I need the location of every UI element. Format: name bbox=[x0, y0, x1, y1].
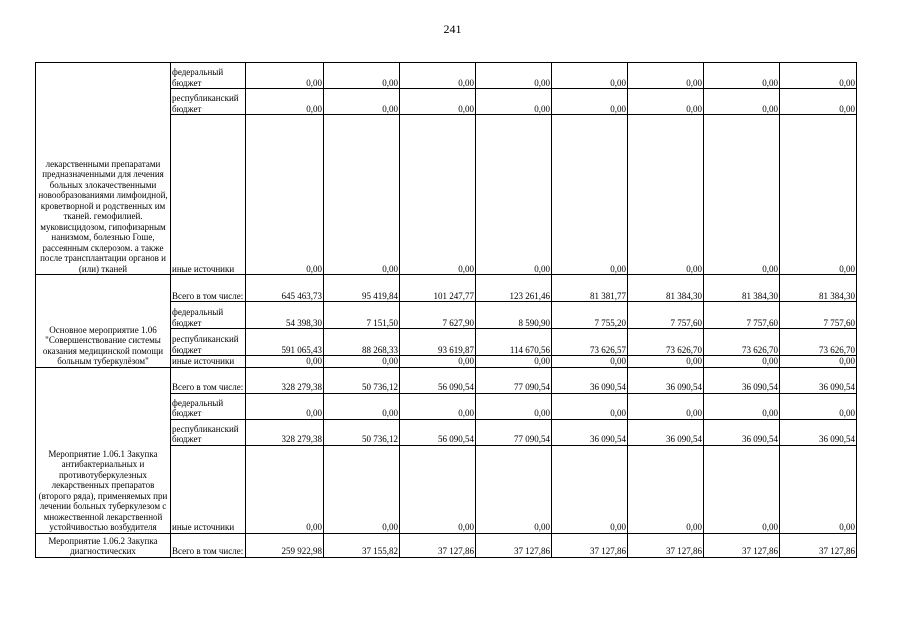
amount-cell: 54 398,30 bbox=[246, 302, 324, 329]
amount-cell: 0,00 bbox=[400, 393, 476, 419]
amount-cell: 37 127,86 bbox=[628, 533, 704, 557]
event-name-cell: лекарственными препаратами предназначенными для лечения больных злокачественными новообразованиями лимфоидной, кроветворной и родственных им тканей. гемофилией. муковисцидозом, гипофизарным нанизмом, болезнью Гоше, рассеянным склерозом. а также после трансплантации органов и (или) тканей bbox=[36, 63, 171, 275]
amount-cell: 645 463,73 bbox=[246, 275, 324, 302]
funding-source-cell: федеральный бюджет bbox=[171, 393, 246, 419]
amount-cell: 0,00 bbox=[780, 89, 857, 115]
amount-cell: 36 090,54 bbox=[552, 419, 628, 445]
amount-cell: 0,00 bbox=[476, 356, 552, 368]
page-number: 241 bbox=[443, 22, 462, 36]
amount-cell: 37 127,86 bbox=[704, 533, 780, 557]
amount-cell: 0,00 bbox=[704, 445, 780, 533]
funding-source-cell: иные источники bbox=[171, 445, 246, 533]
amount-cell: 73 626,70 bbox=[628, 329, 704, 356]
amount-cell: 37 127,86 bbox=[552, 533, 628, 557]
amount-cell: 7 757,60 bbox=[780, 302, 857, 329]
amount-cell: 0,00 bbox=[476, 393, 552, 419]
amount-cell: 0,00 bbox=[780, 356, 857, 368]
amount-cell: 81 384,30 bbox=[628, 275, 704, 302]
amount-cell: 77 090,54 bbox=[476, 367, 552, 393]
amount-cell: 7 755,20 bbox=[552, 302, 628, 329]
event-name-cell: Мероприятие 1.06.2 Закупка диагностических bbox=[36, 533, 171, 557]
amount-cell: 0,00 bbox=[400, 115, 476, 275]
amount-cell: 50 736,12 bbox=[324, 419, 400, 445]
amount-cell: 7 627,90 bbox=[400, 302, 476, 329]
amount-cell: 0,00 bbox=[552, 393, 628, 419]
amount-cell: 8 590,90 bbox=[476, 302, 552, 329]
amount-cell: 0,00 bbox=[628, 445, 704, 533]
amount-cell: 81 384,30 bbox=[704, 275, 780, 302]
amount-cell: 0,00 bbox=[324, 356, 400, 368]
amount-cell: 0,00 bbox=[628, 393, 704, 419]
funding-source-cell: республиканский бюджет bbox=[171, 89, 246, 115]
funding-source-cell: федеральный бюджет bbox=[171, 63, 246, 89]
amount-cell: 0,00 bbox=[780, 115, 857, 275]
funding-source-cell: республиканский бюджет bbox=[171, 329, 246, 356]
amount-cell: 56 090,54 bbox=[400, 419, 476, 445]
amount-cell: 37 127,86 bbox=[400, 533, 476, 557]
budget-table bbox=[35, 62, 857, 558]
amount-cell: 36 090,54 bbox=[780, 419, 857, 445]
amount-cell: 0,00 bbox=[780, 393, 857, 419]
amount-cell: 73 626,70 bbox=[780, 329, 857, 356]
event-name-cell: Мероприятие 1.06.1 Закупка антибактериальных и противотуберкулезных лекарственных препаратов (второго ряда), применяемых при лечении больных туберкулезом с множественной лекарственной устойчивостью возбудителя bbox=[36, 367, 171, 533]
funding-source-cell: республиканский бюджет bbox=[171, 419, 246, 445]
amount-cell: 0,00 bbox=[476, 115, 552, 275]
funding-source-cell: Всего в том числе: bbox=[171, 533, 246, 557]
amount-cell: 0,00 bbox=[246, 356, 324, 368]
amount-cell: 7 151,50 bbox=[324, 302, 400, 329]
amount-cell: 37 127,86 bbox=[476, 533, 552, 557]
amount-cell: 0,00 bbox=[552, 445, 628, 533]
amount-cell: 0,00 bbox=[552, 115, 628, 275]
amount-cell: 73 626,70 bbox=[704, 329, 780, 356]
table-row bbox=[36, 533, 857, 557]
amount-cell: 0,00 bbox=[400, 89, 476, 115]
amount-cell: 0,00 bbox=[246, 63, 324, 89]
amount-cell: 95 419,84 bbox=[324, 275, 400, 302]
funding-source-cell: федеральный бюджет bbox=[171, 302, 246, 329]
amount-cell: 0,00 bbox=[246, 89, 324, 115]
amount-cell: 259 922,98 bbox=[246, 533, 324, 557]
amount-cell: 0,00 bbox=[246, 393, 324, 419]
amount-cell: 73 626,57 bbox=[552, 329, 628, 356]
amount-cell: 0,00 bbox=[704, 356, 780, 368]
event-name-cell: Основное мероприятие 1.06 "Совершенствование системы оказания медицинской помощи больным туберкулёзом" bbox=[36, 275, 171, 368]
table-row bbox=[36, 367, 857, 393]
table-row bbox=[36, 63, 857, 89]
amount-cell: 36 090,54 bbox=[704, 419, 780, 445]
amount-cell: 0,00 bbox=[246, 445, 324, 533]
amount-cell: 0,00 bbox=[476, 445, 552, 533]
amount-cell: 0,00 bbox=[552, 89, 628, 115]
funding-source-cell: Всего в том числе: bbox=[171, 367, 246, 393]
amount-cell: 123 261,46 bbox=[476, 275, 552, 302]
amount-cell: 328 279,38 bbox=[246, 419, 324, 445]
funding-source-cell: иные источники bbox=[171, 115, 246, 275]
amount-cell: 0,00 bbox=[400, 63, 476, 89]
amount-cell: 0,00 bbox=[704, 393, 780, 419]
amount-cell: 88 268,33 bbox=[324, 329, 400, 356]
funding-source-cell: Всего в том числе: bbox=[171, 275, 246, 302]
amount-cell: 0,00 bbox=[246, 115, 324, 275]
amount-cell: 0,00 bbox=[704, 89, 780, 115]
amount-cell: 0,00 bbox=[628, 63, 704, 89]
amount-cell: 0,00 bbox=[324, 63, 400, 89]
amount-cell: 93 619,87 bbox=[400, 329, 476, 356]
amount-cell: 7 757,60 bbox=[628, 302, 704, 329]
amount-cell: 0,00 bbox=[628, 115, 704, 275]
amount-cell: 0,00 bbox=[704, 115, 780, 275]
funding-source-cell: иные источники bbox=[171, 356, 246, 368]
amount-cell: 0,00 bbox=[552, 356, 628, 368]
amount-cell: 114 670,56 bbox=[476, 329, 552, 356]
amount-cell: 0,00 bbox=[780, 63, 857, 89]
amount-cell: 36 090,54 bbox=[628, 367, 704, 393]
amount-cell: 0,00 bbox=[400, 445, 476, 533]
amount-cell: 0,00 bbox=[324, 445, 400, 533]
amount-cell: 0,00 bbox=[704, 63, 780, 89]
amount-cell: 50 736,12 bbox=[324, 367, 400, 393]
amount-cell: 36 090,54 bbox=[780, 367, 857, 393]
amount-cell: 36 090,54 bbox=[552, 367, 628, 393]
amount-cell: 0,00 bbox=[552, 63, 628, 89]
amount-cell: 37 155,82 bbox=[324, 533, 400, 557]
amount-cell: 37 127,86 bbox=[780, 533, 857, 557]
amount-cell: 81 384,30 bbox=[780, 275, 857, 302]
amount-cell: 0,00 bbox=[324, 115, 400, 275]
amount-cell: 77 090,54 bbox=[476, 419, 552, 445]
amount-cell: 328 279,38 bbox=[246, 367, 324, 393]
table-row bbox=[36, 275, 857, 302]
amount-cell: 0,00 bbox=[780, 445, 857, 533]
amount-cell: 591 065,43 bbox=[246, 329, 324, 356]
amount-cell: 0,00 bbox=[628, 356, 704, 368]
amount-cell: 36 090,54 bbox=[628, 419, 704, 445]
amount-cell: 0,00 bbox=[476, 63, 552, 89]
amount-cell: 0,00 bbox=[324, 89, 400, 115]
amount-cell: 101 247,77 bbox=[400, 275, 476, 302]
amount-cell: 81 381,77 bbox=[552, 275, 628, 302]
amount-cell: 7 757,60 bbox=[704, 302, 780, 329]
amount-cell: 56 090,54 bbox=[400, 367, 476, 393]
amount-cell: 0,00 bbox=[324, 393, 400, 419]
amount-cell: 0,00 bbox=[400, 356, 476, 368]
amount-cell: 0,00 bbox=[476, 89, 552, 115]
amount-cell: 36 090,54 bbox=[704, 367, 780, 393]
amount-cell: 0,00 bbox=[628, 89, 704, 115]
